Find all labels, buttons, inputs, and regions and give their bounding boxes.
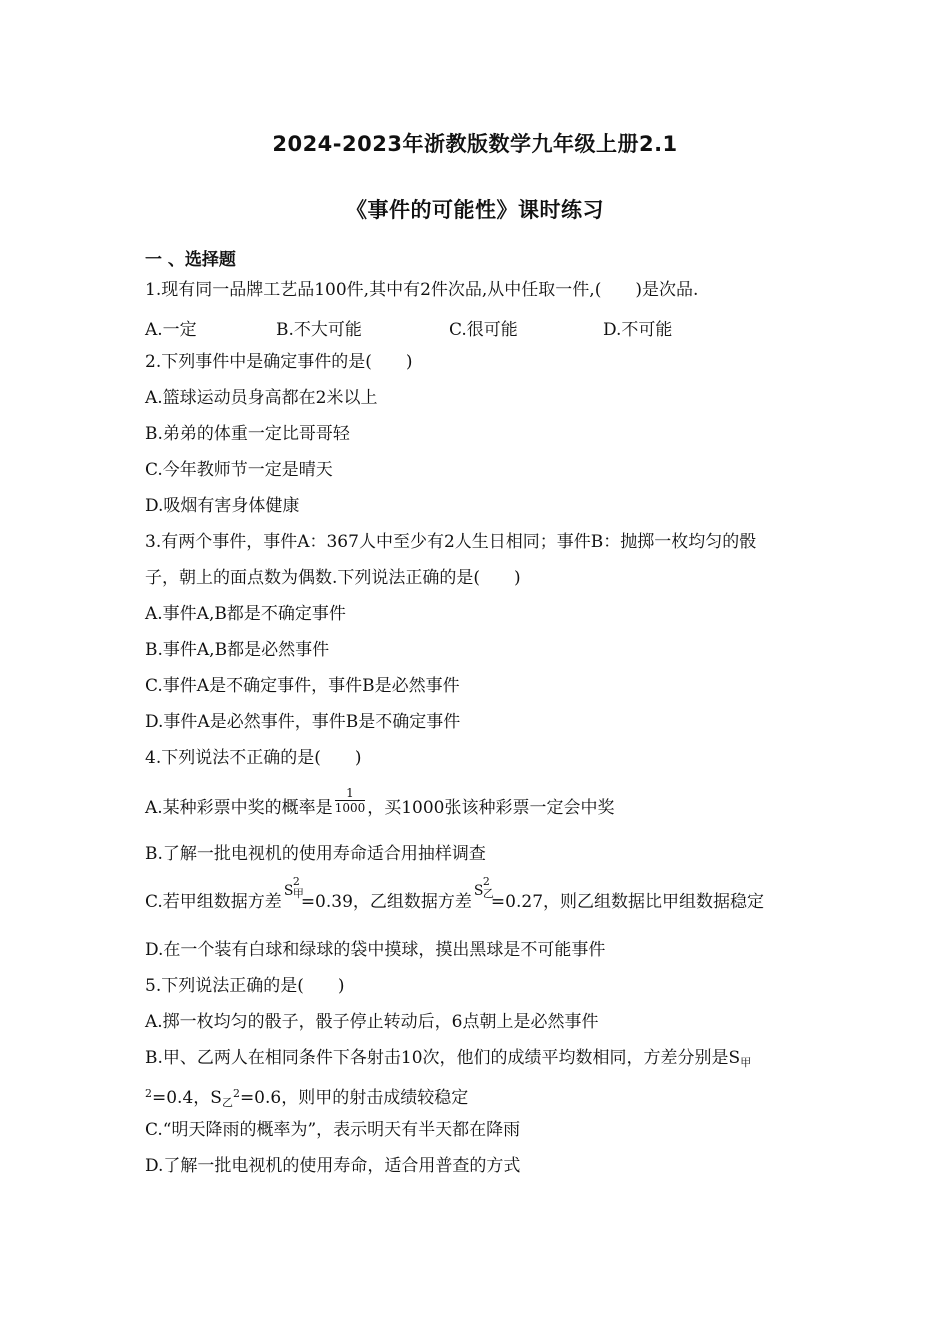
question-4-option-c-middle: =0.39，乙组数据方差 bbox=[300, 892, 472, 912]
question-5-option-b-middle: =0.4，S bbox=[152, 1088, 222, 1108]
variance-symbol-yi bbox=[473, 875, 494, 902]
question-3-option-d: D.事件A是必然事件，事件B是不确定事件 bbox=[145, 712, 461, 732]
variance-subscript-yi: 乙 bbox=[482, 887, 494, 900]
question-2-option-c: C.今年教师节一定是晴天 bbox=[145, 460, 333, 480]
question-5-option-b-line1 bbox=[145, 1047, 845, 1074]
variance-exponent: 2 bbox=[292, 875, 300, 888]
question-3-option-b: B.事件A,B都是必然事件 bbox=[145, 640, 330, 660]
variance-subscript-jia: 甲 bbox=[292, 887, 304, 900]
question-5-option-b-text: B.甲、乙两人在相同条件下各射击10次，他们的成绩平均数相同，方差分别是S bbox=[145, 1048, 741, 1068]
question-4-option-a-prefix: A.某种彩票中奖的概率是 bbox=[145, 798, 333, 818]
question-3-option-c: C.事件A是不确定事件，事件B是必然事件 bbox=[145, 676, 460, 696]
question-1-option-d: D.不可能 bbox=[603, 320, 673, 340]
variance-s: S bbox=[283, 883, 294, 899]
fraction-denominator: 1000 bbox=[334, 801, 366, 815]
section-heading: 一 、选择题 bbox=[145, 250, 236, 270]
question-3-stem-line2: 子，朝上的面点数为偶数.下列说法正确的是( ) bbox=[145, 568, 521, 588]
question-1-option-b: B.不大可能 bbox=[276, 320, 362, 340]
question-4-option-c-prefix: C.若甲组数据方差 bbox=[145, 892, 282, 912]
fraction-1-over-1000 bbox=[335, 786, 366, 815]
document-title-line1: 2024-2023年浙教版数学九年级上册2.1 bbox=[272, 132, 678, 156]
document-title-line2: 《事件的可能性》课时练习 bbox=[346, 198, 604, 222]
question-4-option-c-suffix: =0.27，则乙组数据比甲组数据稳定 bbox=[490, 892, 765, 912]
question-4-option-b: B.了解一批电视机的使用寿命适合用抽样调查 bbox=[145, 844, 486, 864]
question-1-stem: 1.现有同一品牌工艺品100件,其中有2件次品,从中任取一件,( )是次品. bbox=[145, 280, 699, 300]
question-4-option-d: D.在一个装有白球和绿球的袋中摸球，摸出黑球是不可能事件 bbox=[145, 940, 606, 960]
variance-symbol-jia bbox=[283, 875, 304, 902]
question-2-stem: 2.下列事件中是确定事件的是( ) bbox=[145, 352, 413, 372]
question-5-option-d: D.了解一批电视机的使用寿命，适合用普查的方式 bbox=[145, 1156, 521, 1176]
question-4-stem: 4.下列说法不正确的是( ) bbox=[145, 748, 362, 768]
subscript-jia: 甲 bbox=[740, 1056, 752, 1069]
question-4-option-a bbox=[145, 786, 845, 823]
question-4-option-c bbox=[145, 875, 845, 914]
superscript-2: 2 bbox=[145, 1087, 152, 1100]
superscript-2: 2 bbox=[232, 1087, 240, 1100]
question-5-option-a: A.掷一枚均匀的骰子，骰子停止转动后，6点朝上是必然事件 bbox=[145, 1012, 599, 1032]
question-1-option-c: C.很可能 bbox=[449, 320, 518, 340]
question-2-option-d: D.吸烟有害身体健康 bbox=[145, 496, 300, 516]
question-2-option-a: A.篮球运动员身高都在2米以上 bbox=[145, 388, 378, 408]
subscript-yi: 乙 bbox=[221, 1096, 233, 1109]
variance-s: S bbox=[473, 883, 484, 899]
question-3-stem-line1: 3.有两个事件，事件A：367人中至少有2人生日相同；事件B：抛掷一枚均匀的骰 bbox=[145, 532, 757, 552]
question-1-option-a: A.一定 bbox=[145, 320, 197, 340]
question-3-option-a: A.事件A,B都是不确定事件 bbox=[145, 604, 346, 624]
fraction-numerator: 1 bbox=[335, 786, 366, 801]
question-4-option-a-suffix: ，买1000张该种彩票一定会中奖 bbox=[367, 798, 615, 818]
question-5-option-b-line2 bbox=[145, 1083, 845, 1114]
variance-exponent: 2 bbox=[482, 875, 490, 888]
question-5-option-c: C.“明天降雨的概率为”，表示明天有半天都在降雨 bbox=[145, 1120, 521, 1140]
question-2-option-b: B.弟弟的体重一定比哥哥轻 bbox=[145, 424, 350, 444]
question-5-stem: 5.下列说法正确的是( ) bbox=[145, 976, 345, 996]
question-5-option-b-suffix: =0.6，则甲的射击成绩较稳定 bbox=[239, 1088, 469, 1108]
